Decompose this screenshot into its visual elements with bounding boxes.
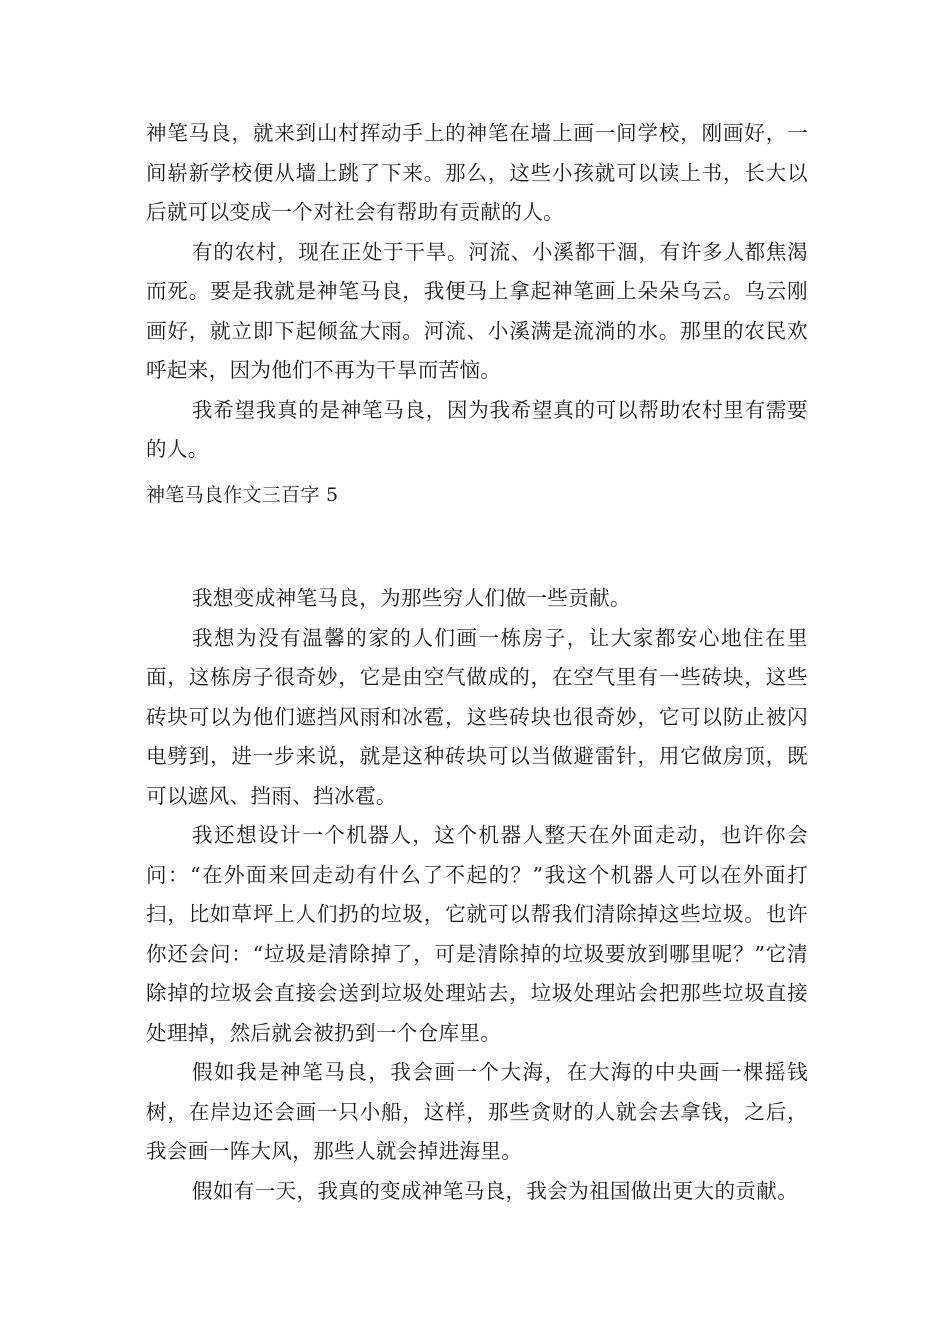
paragraph: 我还想设计一个机器人，这个机器人整天在外面走动，也许你会问：“在外面来回走动有什么了不起的？”我这个机器人可以在外面打扫，比如草坪上人们扔的垃圾，它就可以帮我们清除掉这些垃圾。也许你还会问：“垃圾是清除掉了，可是清除掉的垃圾要放到哪里呢？”它清除掉的垃圾会直接会送到垃圾处理站去，垃圾处理站会把那些垃圾直接处理掉，然后就会被扔到一个仓库里。: [146, 823, 808, 1045]
paragraph: 假如有一天，我真的变成神笔马良，我会为祖国做出更大的贡献。: [192, 1178, 799, 1203]
paragraph: 神笔马良，就来到山村挥动手上的神笔在墙上画一间学校，刚画好，一间崭新学校便从墙上跳了下来。那么，这些小孩就可以读上书，长大以后就可以变成一个对社会有帮助有贡献的人。: [146, 121, 808, 224]
paragraph: 假如我是神笔马良，我会画一个大海，在大海的中央画一棵摇钱树，在岸边还会画一只小船，这样，那些贪财的人就会去拿钱，之后，我会画一阵大风，那些人就会掉进海里。: [146, 1060, 808, 1163]
paragraph: 我希望我真的是神笔马良，因为我希望真的可以帮助农村里有需要的人。: [146, 397, 808, 461]
paragraph: 我想为没有温馨的家的人们画一栋房子，让大家都安心地住在里面，这栋房子很奇妙，它是由空气做成的，在空气里有一些砖块，这些砖块可以为他们遮挡风雨和冰雹，这些砖块也很奇妙，它可以防止被闪电劈到，进一步来说，就是这种砖块可以当做避雷针，用它做房顶，既可以遮风、挡雨、挡冰雹。: [146, 625, 808, 808]
paragraph: 有的农村，现在正处于干旱。河流、小溪都干涸，有许多人都焦渴而死。要是我就是神笔马良，我便马上拿起神笔画上朵朵乌云。乌云刚画好，就立即下起倾盆大雨。河流、小溪满是流淌的水。那里的农民欢呼起来，因为他们不再为干旱而苦恼。: [146, 239, 808, 382]
essay-body: [146, 579, 808, 1211]
essay-title-block: [146, 480, 808, 510]
previous-essay-continuation: [146, 114, 808, 470]
paragraph: 我想变成神笔马良，为那些穷人们做一些贡献。: [192, 586, 631, 610]
essay-title: 神笔马良作文三百字 5: [146, 484, 339, 506]
